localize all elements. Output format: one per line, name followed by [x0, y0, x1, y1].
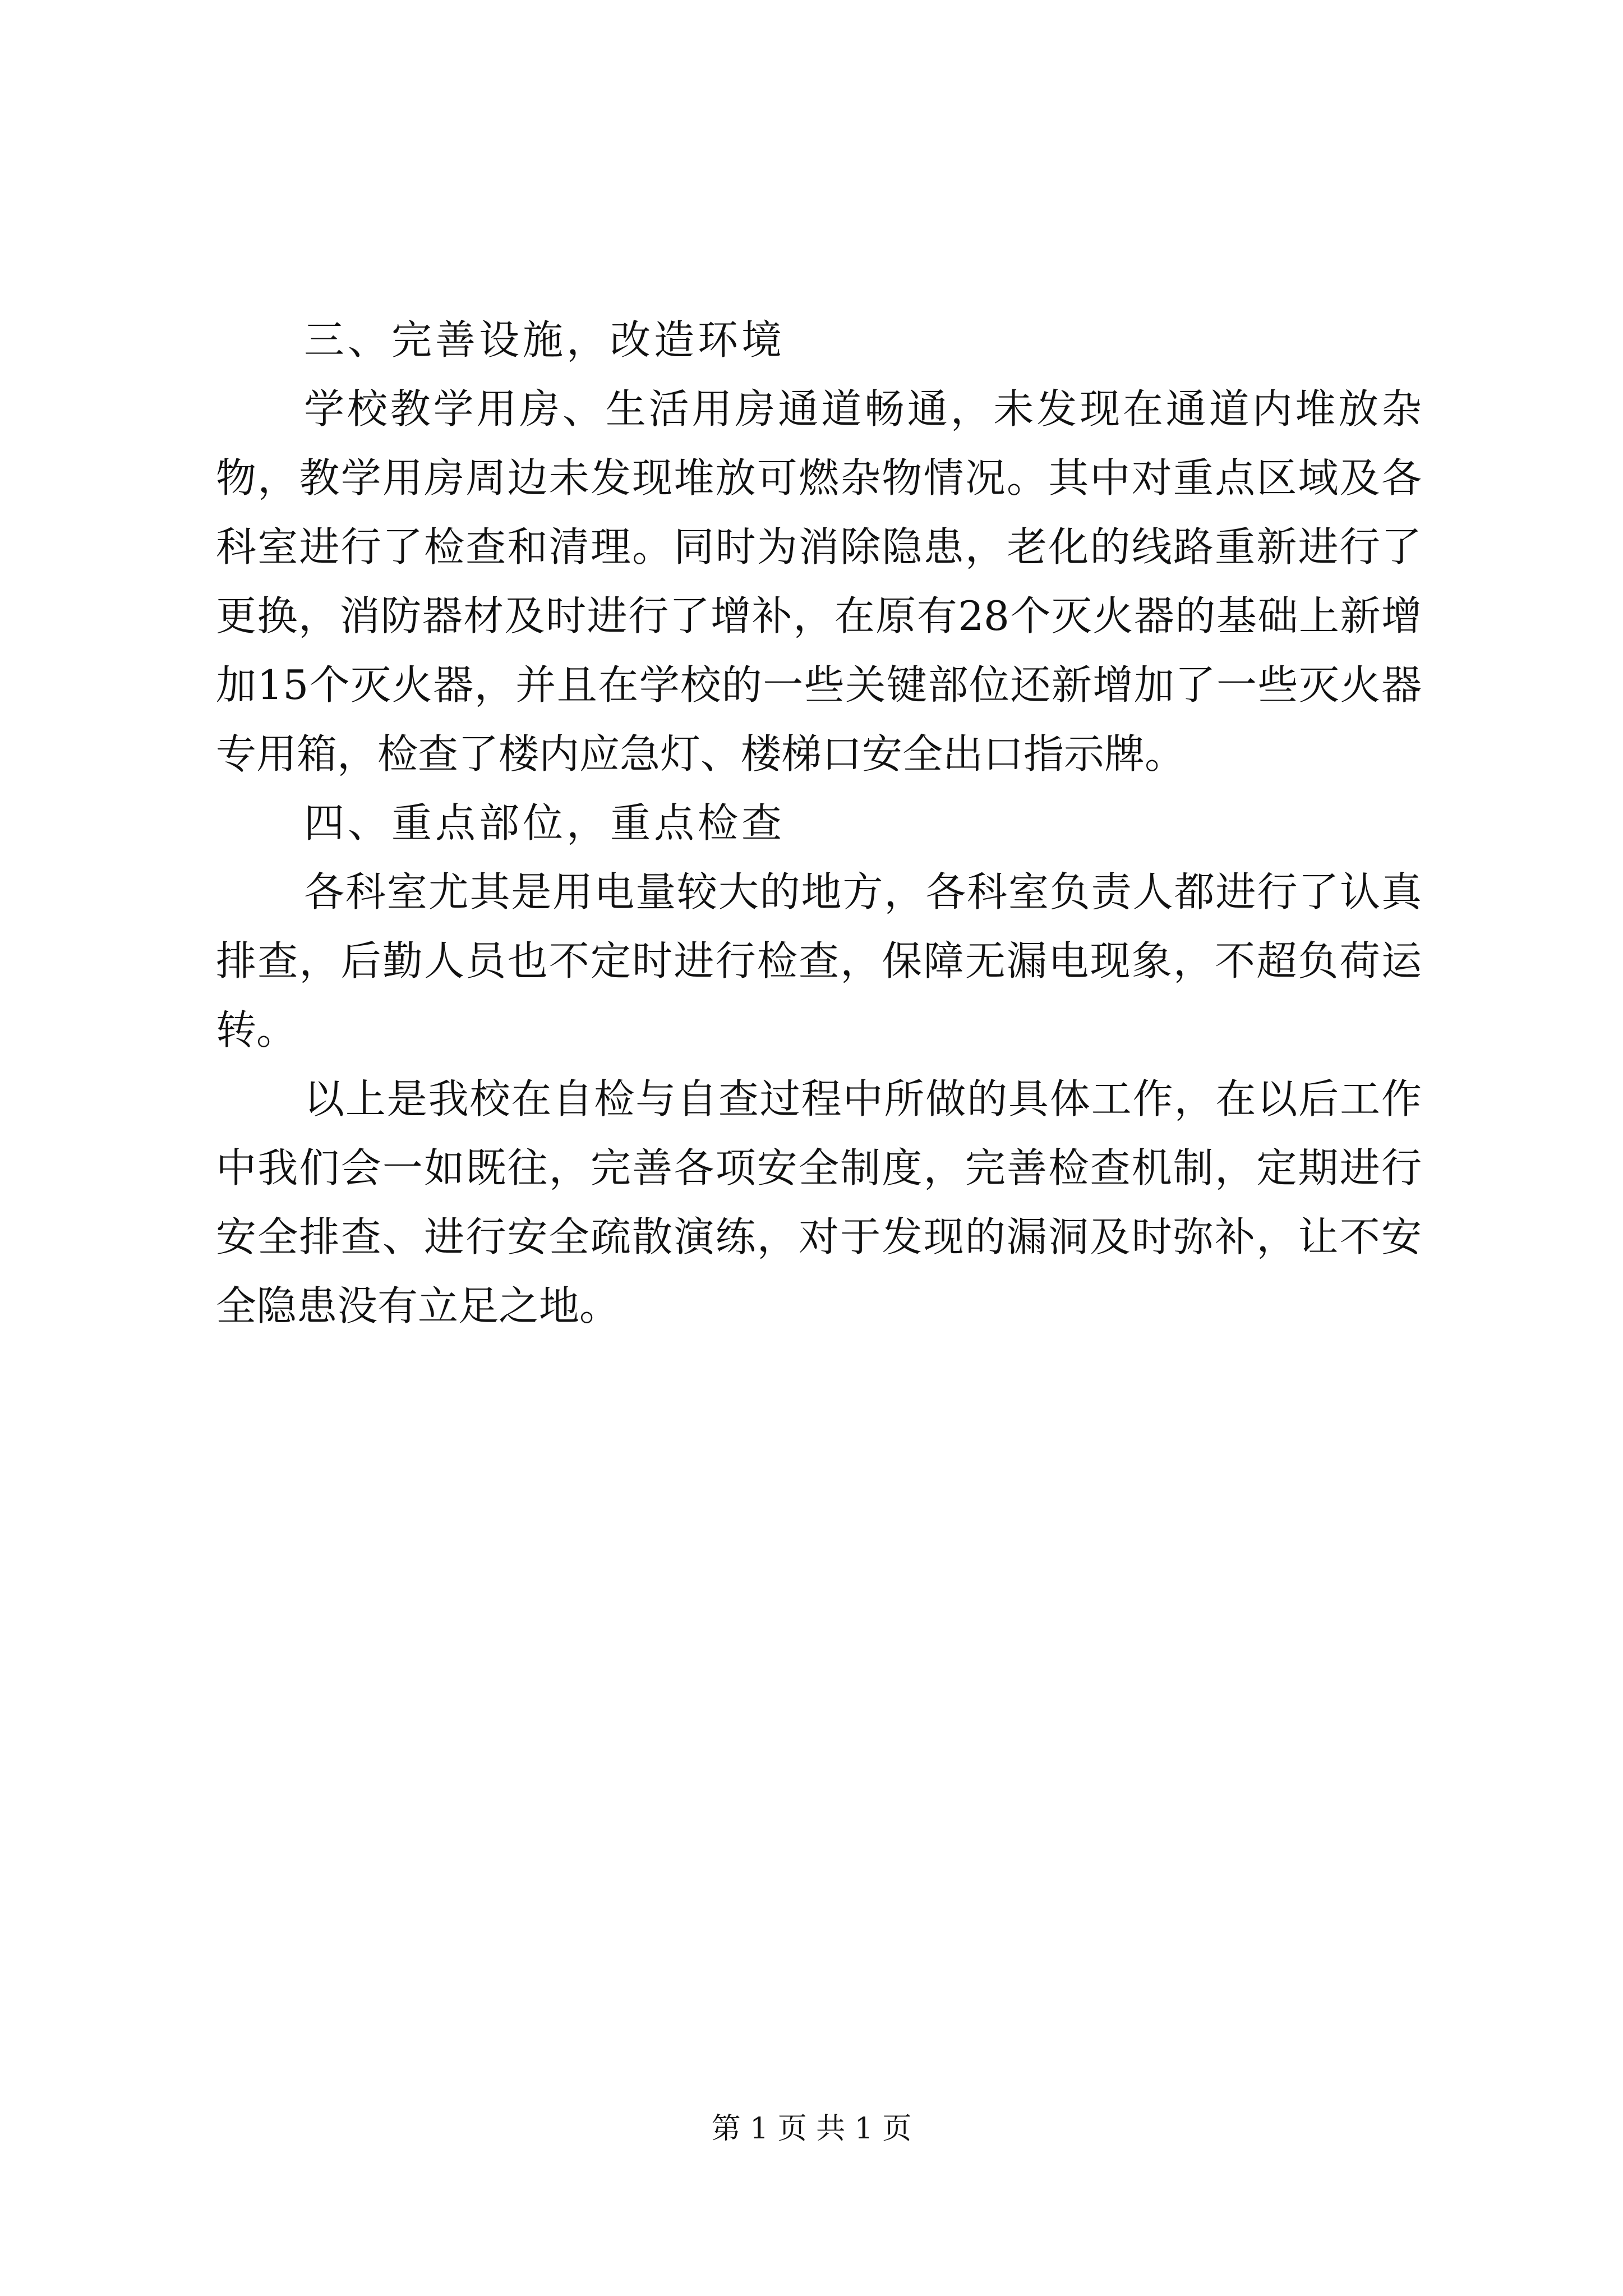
- section-heading-4: 四、重点部位，重点检查: [304, 799, 786, 846]
- body-paragraph-3: 以上是我校在自检与自查过程中所做的具体工作，在以后工作中我们会一如既往，完善各项安全制度，完善检查机制，定期进行安全排查、进行安全疏散演练，对于发现的漏洞及时弥补，让不安全隐患没有立足之地。: [216, 1075, 1422, 1329]
- section-heading-3: 三、完善设施，改造环境: [304, 316, 786, 364]
- document-body: [216, 306, 1422, 1341]
- page-footer: 第 1 页 共 1 页: [711, 2112, 912, 2146]
- body-paragraph-1: 学校教学用房、生活用房通道畅通，未发现在通道内堆放杂物，教学用房周边未发现堆放可燃杂物情况。其中对重点区域及各科室进行了检查和清理。同时为消除隐患，老化的线路重新进行了更换，消防器材及时进行了增补，在原有28个灭火器的基础上新增加15个灭火器，并且在学校的一些关键部位还新增加了一些灭火器专用箱，检查了楼内应急灯、楼梯口安全出口指示牌。: [216, 385, 1422, 777]
- body-paragraph-2: 各科室尤其是用电量较大的地方，各科室负责人都进行了认真排查，后勤人员也不定时进行检查，保障无漏电现象，不超负荷运转。: [216, 868, 1422, 1053]
